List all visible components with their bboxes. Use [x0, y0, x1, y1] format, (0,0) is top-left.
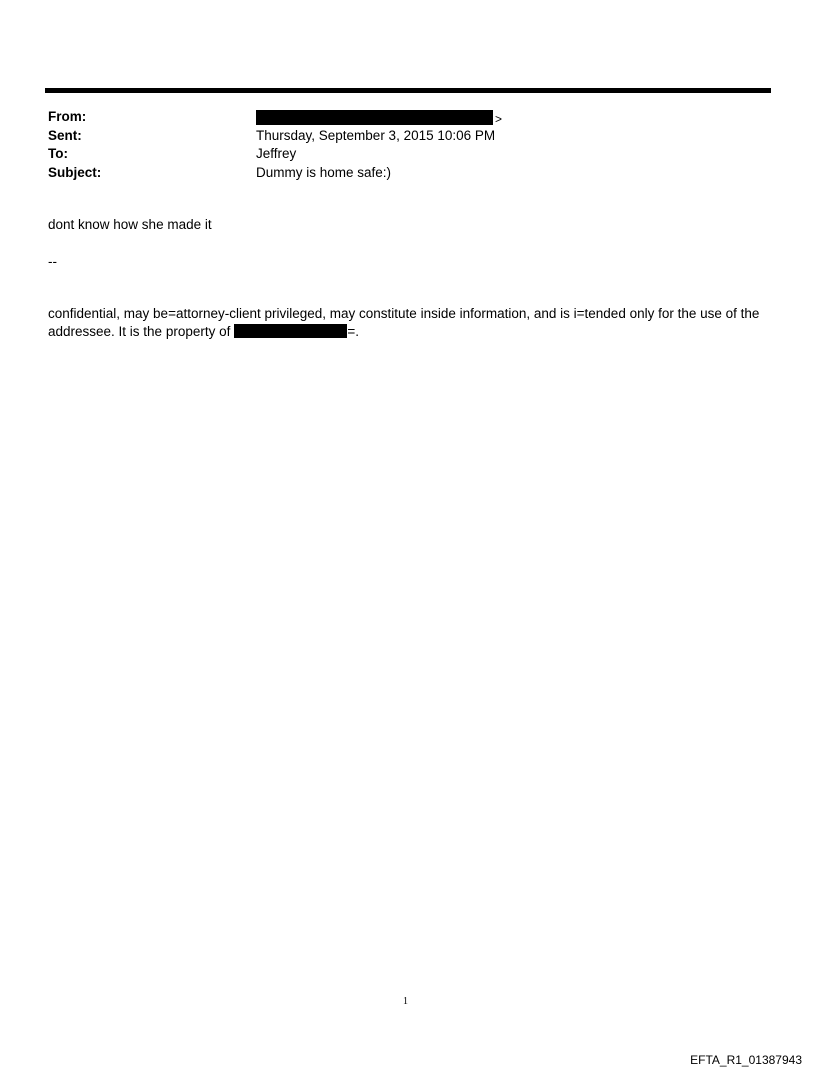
to-row — [48, 145, 502, 164]
redaction-box — [256, 110, 493, 125]
document-id: EFTA_R1_01387943 — [690, 1053, 802, 1067]
message-body-line: dont know how she made it — [48, 217, 212, 232]
from-value — [256, 108, 502, 127]
sent-row — [48, 127, 502, 146]
to-label: To: — [48, 146, 68, 161]
redaction-box — [234, 324, 347, 338]
page-number: 1 — [403, 996, 408, 1007]
sent-value: Thursday, September 3, 2015 10:06 PM — [256, 127, 496, 143]
from-row — [48, 108, 502, 127]
to-value: Jeffrey — [256, 146, 297, 161]
disclaimer-text: confidential, may be=attorney-client privileged, may constitute inside information, and is i=tended only for the use of the addressee. It is the property of — [48, 306, 760, 339]
confidentiality-disclaimer — [48, 305, 768, 341]
subject-row — [48, 164, 502, 183]
sent-label: Sent: — [48, 127, 82, 143]
from-label: From: — [48, 109, 87, 124]
header-rule — [45, 88, 771, 93]
subject-value: Dummy is home safe:) — [256, 164, 392, 180]
disclaimer-end: =. — [347, 324, 359, 339]
subject-label: Subject: — [48, 164, 102, 180]
from-suffix: > — [495, 112, 503, 126]
signature-separator: -- — [48, 254, 57, 269]
email-header — [48, 108, 502, 182]
